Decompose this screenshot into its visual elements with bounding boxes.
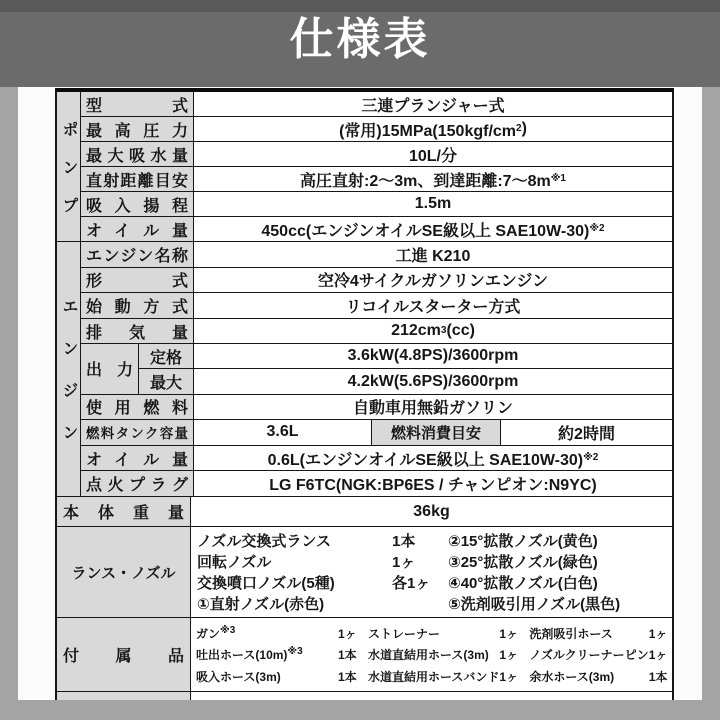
row-value: 10L/分 (408, 147, 458, 165)
row-value: 三連プランジャー式 (361, 97, 505, 115)
weight-value: 36kg (413, 502, 450, 520)
list-item: ④40°拡散ノズル(白色) (448, 575, 598, 592)
list-item: 吸入ホース(3m) 1本 (196, 669, 357, 684)
row-label: オイル量 (81, 217, 194, 241)
section-weight (57, 497, 672, 527)
row-label: オイル量 (81, 446, 194, 471)
table-row (81, 216, 672, 241)
table-row (139, 368, 672, 393)
table-row (81, 445, 672, 471)
lance-left-column (197, 530, 444, 614)
table-row (81, 191, 672, 216)
category-cell-engine (57, 242, 81, 496)
table-row (81, 242, 672, 267)
section-engine (57, 242, 672, 497)
row-value: 工進 K210 (395, 247, 471, 265)
list-item: 水道直結用ホース(3m) 1ヶ (368, 648, 519, 662)
accessories-content (191, 618, 672, 691)
superscript: ※3 (220, 624, 236, 636)
table-row (81, 92, 672, 116)
row-label: 使用燃料 (81, 395, 194, 420)
row-label: 型式 (81, 92, 194, 116)
row-value: リコイルスターター方式 (345, 298, 521, 316)
list-item: 余水ホース(3m) 1本 (529, 669, 668, 684)
table-row (81, 470, 672, 496)
cutoff-row-label-cell (57, 692, 191, 700)
list-item: ストレーナー 1ヶ (368, 626, 519, 641)
list-item: ②15°拡散ノズル(黄色) (448, 533, 598, 550)
list-item: 洗剤吸引ホース 1ヶ (529, 626, 668, 641)
list-item: 吐出ホース$(10m)^{※3}$ 1本 (196, 646, 357, 662)
output-sub-label: 最大 (139, 369, 194, 393)
list-item: ノズル交換式ランス 1本 (197, 533, 416, 550)
lance-content (191, 527, 672, 617)
list-item: ③25°拡散ノズル(緑色) (448, 554, 598, 571)
list-item: ノズルクリーナーピン 1ヶ (529, 648, 668, 662)
superscript: ※3 (287, 646, 303, 657)
fuel-tank-row (81, 419, 672, 445)
row-value: 4.2kW(5.6PS)/3600rpm (347, 372, 519, 390)
row-label: 排気量 (81, 319, 194, 344)
table-row (81, 116, 672, 141)
row-value: 自動車用無鉛ガソリン (352, 400, 513, 418)
row-label: 吸入揚程 (81, 192, 194, 216)
row-value: LG F6TC(NGK:BP6ES / チャンピオン:N9YC) (269, 477, 597, 495)
row-label: 始動方式 (81, 293, 194, 318)
row-value: 0.6L(エンジンオイルSE級以上 SAE10W-30) ※2 (267, 451, 599, 469)
table-row (81, 267, 672, 293)
fuel-consumption-label: 燃料消費目安 (371, 420, 501, 445)
category-label-pump: ポンプ (60, 120, 77, 235)
table-row (139, 344, 672, 368)
category-cell-pump (57, 92, 81, 241)
cutoff-row-value-cell (191, 692, 672, 700)
cutoff-row-sliver (57, 692, 672, 700)
weight-label: 本体重量 (57, 497, 191, 526)
output-subrows (139, 344, 672, 393)
section-accessories (57, 618, 672, 692)
table-row (81, 141, 672, 166)
pump-rows (81, 92, 672, 241)
accessories-column-2 (368, 620, 529, 689)
fuel-tank-values (194, 420, 672, 445)
engine-rows (81, 242, 672, 496)
row-label: エンジン名称 (81, 242, 194, 267)
row-label: 最高圧力 (81, 117, 194, 141)
output-sub-label: 定格 (139, 344, 194, 368)
row-label: 最大吸水量 (81, 142, 194, 166)
accessories-label: 付属品 (57, 618, 191, 691)
row-value: 1.5m (414, 195, 452, 212)
tank-capacity-value: 3.6L (266, 423, 299, 441)
lance-right-column (444, 530, 666, 614)
spec-table (55, 88, 674, 700)
row-value: 空冷4サイクルガソリンエンジン (317, 273, 549, 291)
row-label: 点火プラグ (81, 471, 194, 496)
list-item: 回転ノズル 1ヶ (197, 554, 416, 571)
fuel-consumption-value: 約2時間 (558, 425, 615, 443)
document-page (18, 87, 702, 700)
list-item: ガン$^{※3}$ 1ヶ (196, 624, 357, 641)
list-item: ①直射ノズル(赤色) (197, 596, 325, 613)
category-label-engine: エンジン (60, 298, 77, 466)
output-label: 出力 (81, 344, 139, 393)
list-item: 交換噴口ノズル(5種) 各1ヶ (197, 575, 431, 592)
row-label: 形式 (81, 268, 194, 293)
row-value: 450cc(エンジンオイルSE級以上 SAE10W-30) ※2 (261, 222, 605, 240)
list-item: ⑤洗剤吸引用ノズル(黒色) (448, 596, 621, 613)
title-band-top-strip (0, 0, 720, 12)
output-row-group (81, 343, 672, 393)
section-lance-nozzle (57, 527, 672, 618)
list-item: 水道直結用ホースバンド 1ヶ (368, 669, 519, 684)
accessories-column-1 (196, 620, 368, 689)
accessories-column-3 (529, 620, 678, 689)
table-row (81, 318, 672, 344)
table-row (81, 166, 672, 191)
row-value: 高圧直射:2〜3m、到達距離:7〜8m ※1 (299, 172, 566, 190)
page-title: 仕様表 (289, 15, 431, 64)
table-row (81, 394, 672, 420)
row-label: 直射距離目安 (81, 167, 194, 191)
row-value: 3.6kW(4.8PS)/3600rpm (347, 347, 519, 365)
lance-label: ランス・ノズル (57, 527, 191, 617)
row-value: 212cm 3 (cc) (391, 322, 475, 340)
row-label: 燃料タンク容量 (81, 420, 194, 445)
row-value: (常用)15MPa(150kgf/cm 2 ) (339, 120, 527, 140)
title-band (0, 0, 720, 87)
section-pump (57, 92, 672, 242)
table-row (81, 292, 672, 318)
